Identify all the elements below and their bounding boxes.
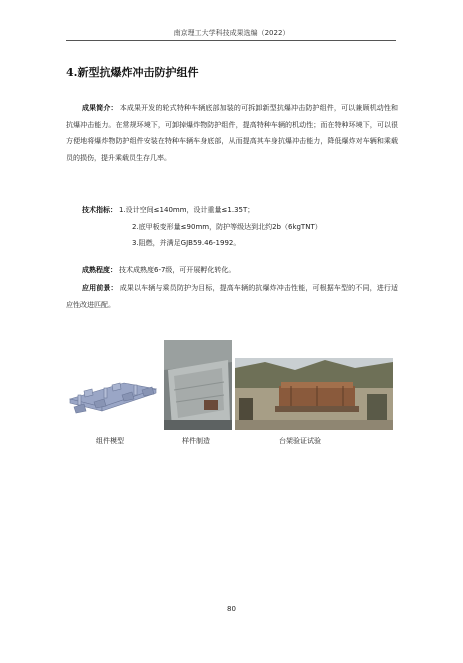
header-divider [66, 40, 396, 41]
figure-caption: 样件制造 [182, 437, 210, 445]
intro-label: 成果简介： [82, 104, 118, 112]
spec-text: 2.底甲板变形量≤90mm，防护等级达到北约2b（6kgTNT） [132, 222, 322, 231]
bench-test-photo [235, 358, 393, 430]
maturity-label: 成熟程度： [82, 266, 117, 274]
spec-item [66, 202, 398, 219]
spec-item [66, 235, 398, 252]
running-header: 南京理工大学科技成果选编（2022） [173, 29, 290, 37]
sample-manufacturing-photo [164, 340, 232, 430]
application-paragraph [66, 280, 398, 313]
application-label: 应用前景： [82, 284, 118, 292]
component-model-image [64, 355, 162, 429]
section-title: 4.新型抗爆炸冲击防护组件 [66, 66, 199, 79]
specs-label: 技术指标： [82, 206, 117, 214]
intro-text: 本成果开发的轮式特种车辆底部加装的可拆卸新型抗爆冲击防护组件，可以兼顾机动性和抗爆冲击能力。在常规环境下，可卸掉爆炸物防护组件，提高特种车辆的机动性；而在特种环境下，可以很方便地将爆炸物防护组件安装在特种车辆车身底部，从而提高其车身抗爆冲击能力，降低爆炸对车辆和乘载员的损伤，提升乘载员生存几率。 [66, 104, 399, 162]
spec-list [66, 202, 398, 252]
intro-paragraph [66, 100, 398, 166]
spec-item [66, 219, 398, 236]
spec-text: 3.阻燃，并满足GJB59.46-1992。 [132, 239, 241, 247]
figure-caption: 台架验证试验 [279, 437, 321, 445]
spec-text: 1.设计空间≤140mm，设计重量≤1.35T； [119, 206, 255, 214]
application-text: 成果以车辆与乘员防护为目标，提高车辆的抗爆炸冲击性能，可根据车型的不同，进行适应性改进匹配。 [66, 284, 399, 309]
figure-caption: 组件模型 [96, 437, 124, 445]
maturity-paragraph [66, 262, 398, 279]
page-number: 80 [227, 605, 236, 613]
maturity-text: 技术成熟度6-7级，可开展孵化转化。 [119, 266, 236, 274]
